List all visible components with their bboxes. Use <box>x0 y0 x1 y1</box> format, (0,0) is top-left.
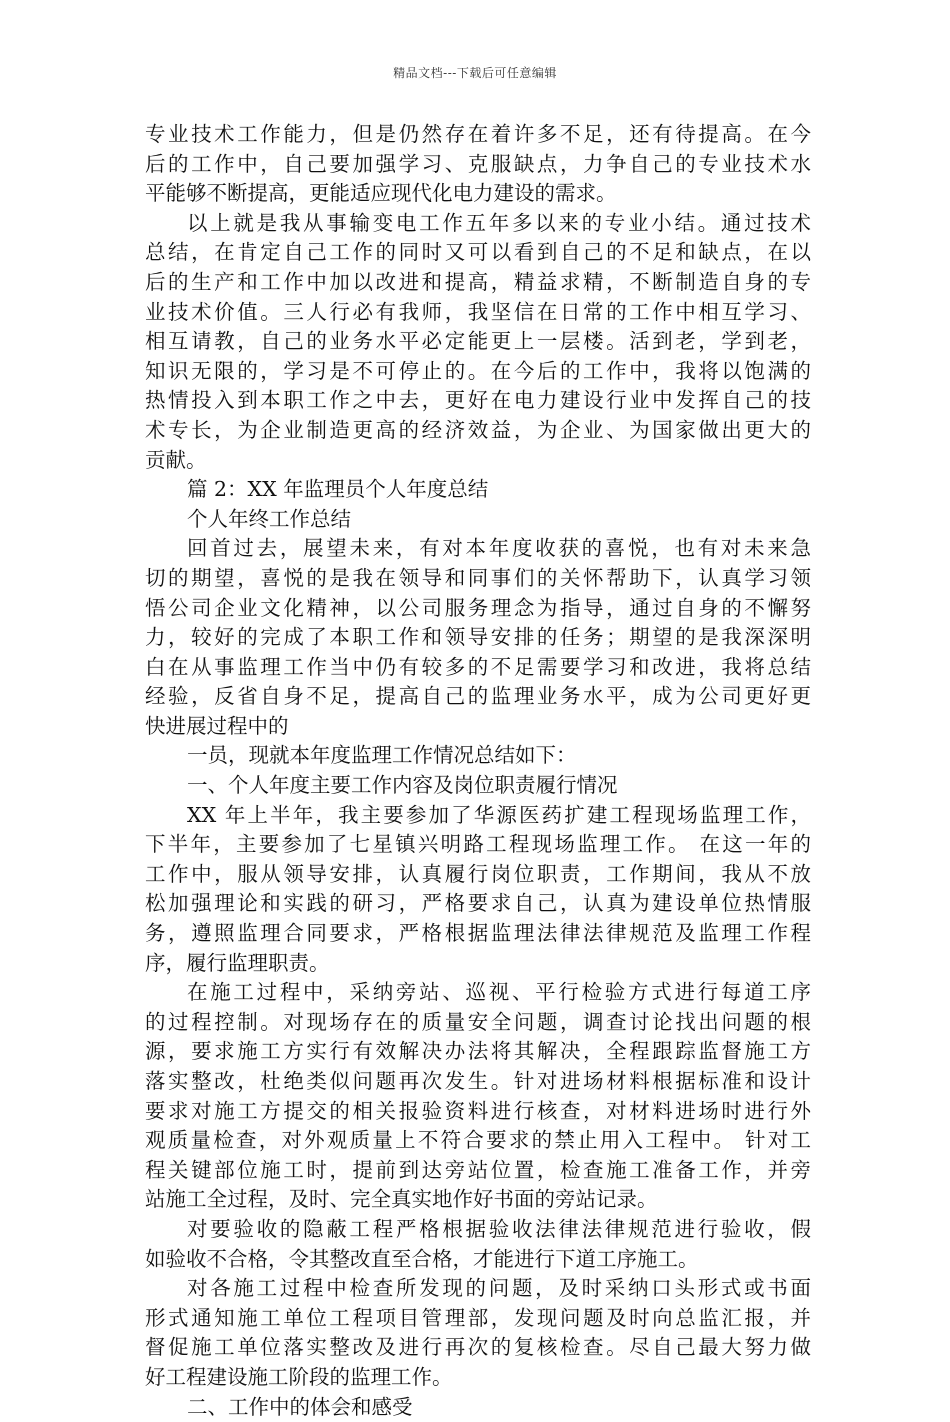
text-line: 知识无限的，学习是不可停止的。在今后的工作中，我将以饱满的 <box>145 358 811 383</box>
page-header: 精品文档---下载后可任意编辑 <box>393 66 557 80</box>
text-line: 对各施工过程中检查所发现的问题，及时采纳口头形式或书面 <box>187 1276 811 1301</box>
text-line: 后的生产和工作中加以改进和提高，精益求精，不断制造自身的专 <box>145 269 811 294</box>
text-line: 一、个人年度主要工作内容及岗位职责履行情况 <box>187 773 618 798</box>
text-line: XX 年上半年，我主要参加了华源医药扩建工程现场监理工作， <box>187 802 811 827</box>
text-line: 专业技术工作能力，但是仍然存在着许多不足，还有待提高。在今 <box>145 122 811 146</box>
text-line: 篇 2：XX 年监理员个人年度总结 <box>187 477 489 502</box>
text-line: 好工程建设施工阶段的监理工作。 <box>145 1364 453 1389</box>
text-line: 程关键部位施工时，提前到达旁站位置，检查施工准备工作，并旁 <box>145 1157 811 1182</box>
text-line: 总结，在肯定自己工作的同时又可以看到自己的不足和缺点，在以 <box>145 240 811 265</box>
text-line: 观质量检查，对外观质量上不符合要求的禁止用入工程中。 针对工 <box>145 1128 811 1153</box>
text-line: 如验收不合格，令其整改直至合格，才能进行下道工序施工。 <box>145 1246 699 1271</box>
text-line: 下半年，主要参加了七星镇兴明路工程现场监理工作。 在这一年的 <box>145 832 811 857</box>
text-line: 对要验收的隐蔽工程严格根据验收法律法律规范进行验收，假 <box>187 1216 811 1241</box>
text-line: 一员，现就本年度监理工作情况总结如下： <box>187 743 577 768</box>
text-line: 源，要求施工方实行有效解决办法将其解决，全程跟踪监督施工方 <box>145 1039 811 1064</box>
text-line: 序，履行监理职责。 <box>145 950 330 975</box>
text-line: 要求对施工方提交的相关报验资料进行核查，对材料进场时进行外 <box>145 1098 811 1123</box>
document-body <box>145 120 811 1422</box>
text-line: 力，较好的完成了本职工作和领导安排的任务；期望的是我深深明 <box>145 625 811 650</box>
text-line: 业技术价值。三人行必有我师，我坚信在日常的工作中相互学习、 <box>145 299 811 324</box>
text-line: 切的期望，喜悦的是我在领导和同事们的关怀帮助下，认真学习领 <box>145 565 811 590</box>
text-line: 落实整改，杜绝类似问题再次发生。针对进场材料根据标准和设计 <box>145 1069 811 1093</box>
text-line: 经验，反省自身不足，提高自己的监理业务水平，成为公司更好更 <box>145 684 811 709</box>
text-line: 个人年终工作总结 <box>187 506 351 531</box>
text-line: 松加强理论和实践的研习，严格要求自己，认真为建设单位热情服 <box>145 891 811 916</box>
text-line: 后的工作中，自己要加强学习、克服缺点，力争自己的专业技术水 <box>145 151 811 176</box>
text-line: 在施工过程中，采纳旁站、巡视、平行检验方式进行每道工序 <box>187 980 811 1005</box>
text-line: 形式通知施工单位工程项目管理部，发现问题及时向总监汇报，并 <box>145 1305 811 1330</box>
text-line: 悟公司企业文化精神，以公司服务理念为指导，通过自身的不懈努 <box>145 595 811 620</box>
text-line: 快进展过程中的 <box>145 713 289 738</box>
text-line: 以上就是我从事输变电工作五年多以来的专业小结。通过技术 <box>187 210 811 235</box>
text-line: 贡献。 <box>145 447 207 472</box>
text-line: 术专长，为企业制造更高的经济效益，为企业、为国家做出更大的 <box>145 417 811 442</box>
text-line: 督促施工单位落实整改及进行再次的复核检查。尽自己最大努力做 <box>145 1335 811 1360</box>
text-line: 工作中，服从领导安排，认真履行岗位职责，工作期间，我从不放 <box>145 861 811 886</box>
text-line: 相互请教，自己的业务水平必定能更上一层楼。活到老，学到老， <box>145 329 811 354</box>
text-line: 站施工全过程，及时、完全真实地作好书面的旁站记录。 <box>145 1187 658 1212</box>
text-line: 务，遵照监理合同要求，严格根据监理法律法律规范及监理工作程 <box>145 921 811 946</box>
text-line: 热情投入到本职工作之中去，更好在电力建设行业中发挥自己的技 <box>145 388 811 413</box>
text-line: 白在从事监理工作当中仍有较多的不足需要学习和改进，我将总结 <box>145 654 811 679</box>
text-line: 平能够不断提高，更能适应现代化电力建设的需求。 <box>145 181 617 206</box>
text-line: 回首过去，展望未来，有对本年度收获的喜悦，也有对未来急 <box>187 536 811 561</box>
text-line: 的过程控制。对现场存在的质量安全问题，调查讨论找出问题的根 <box>145 1009 811 1034</box>
text-line: 二、工作中的体会和感受 <box>187 1394 413 1419</box>
